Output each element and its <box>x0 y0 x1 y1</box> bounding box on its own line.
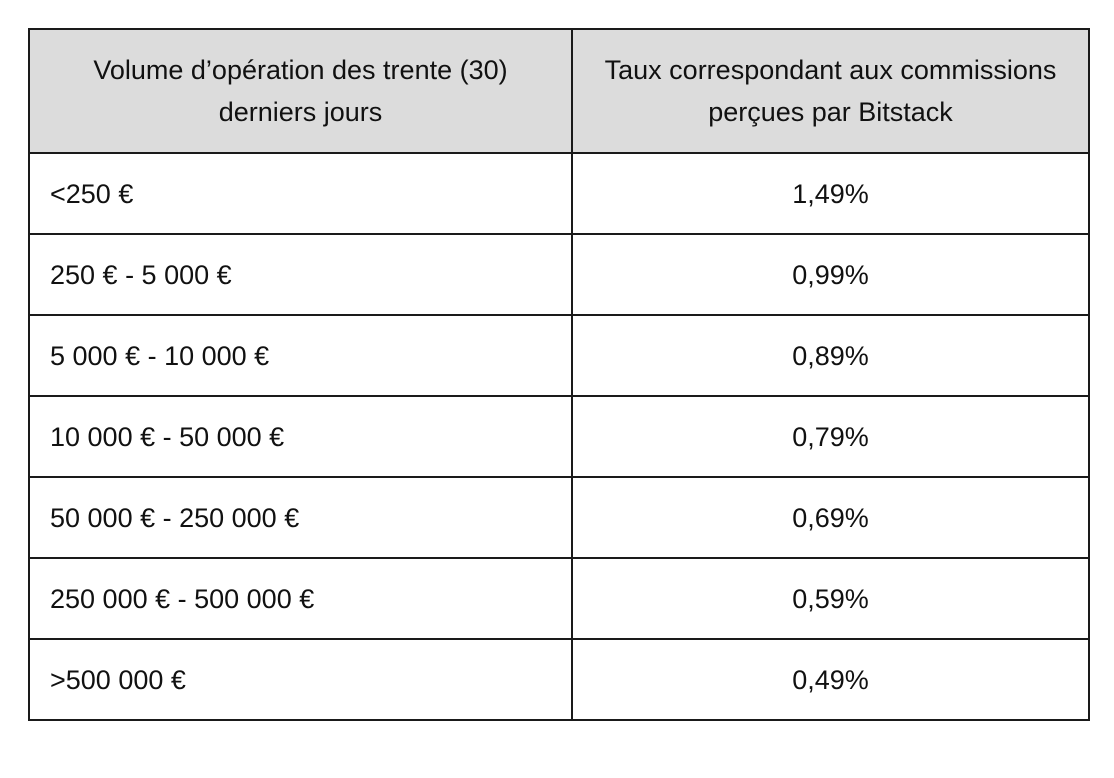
table-row <box>29 396 1089 477</box>
rate-cell: 0,49% <box>572 639 1089 720</box>
rate-cell: 0,59% <box>572 558 1089 639</box>
fee-rate-table <box>28 28 1090 721</box>
volume-cell: 10 000 € - 50 000 € <box>29 396 572 477</box>
table-row <box>29 153 1089 234</box>
table-header <box>29 29 1089 153</box>
rate-cell: 1,49% <box>572 153 1089 234</box>
header-volume: Volume d’opération des trente (30) derniers jours <box>29 29 572 153</box>
header-rate: Taux correspondant aux commissions perçues par Bitstack <box>572 29 1089 153</box>
table-row <box>29 558 1089 639</box>
rate-cell: 0,99% <box>572 234 1089 315</box>
volume-cell: <250 € <box>29 153 572 234</box>
table-row <box>29 315 1089 396</box>
volume-cell: 250 000 € - 500 000 € <box>29 558 572 639</box>
table-row <box>29 234 1089 315</box>
table-row <box>29 639 1089 720</box>
table-row <box>29 477 1089 558</box>
volume-cell: 250 € - 5 000 € <box>29 234 572 315</box>
rate-cell: 0,79% <box>572 396 1089 477</box>
header-row <box>29 29 1089 153</box>
rate-cell: 0,69% <box>572 477 1089 558</box>
volume-cell: >500 000 € <box>29 639 572 720</box>
volume-cell: 50 000 € - 250 000 € <box>29 477 572 558</box>
volume-cell: 5 000 € - 10 000 € <box>29 315 572 396</box>
rate-cell: 0,89% <box>572 315 1089 396</box>
table-body <box>29 153 1089 720</box>
